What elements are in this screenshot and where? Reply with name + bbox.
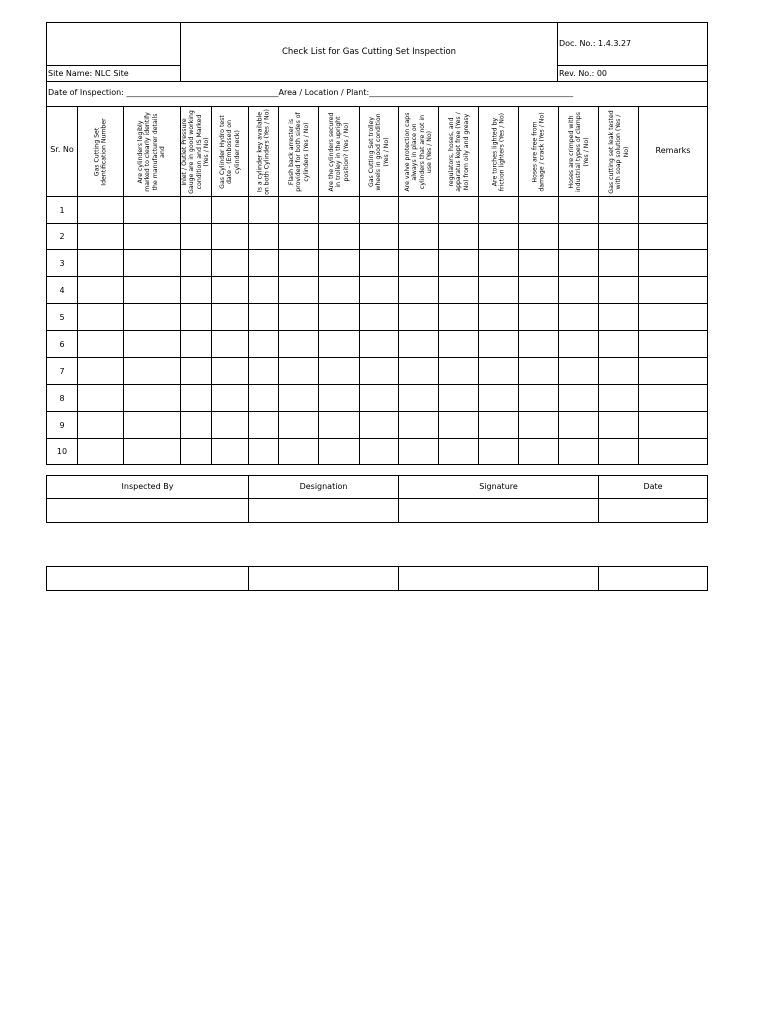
col-header-torches-lighted (479, 107, 518, 197)
col-header-text: Gas Cutting Set Identification Number (93, 118, 108, 186)
site-name: Site Name: NLC Site (48, 68, 129, 78)
row-line (46, 303, 708, 304)
col-header-valve-protection-caps (399, 107, 438, 197)
row-number: 10 (56, 447, 68, 456)
col-header-leak-tested (599, 107, 638, 197)
row-number: 5 (59, 313, 65, 322)
col-header-text: Inlet / Outlet Pressure Gauge are in good working condition and IS Marked (Yes / No) (181, 110, 211, 194)
row-number: 8 (59, 394, 65, 403)
col-header-text: Are cylinders legibly marked to clearly identify the manufacturer details and (137, 112, 167, 192)
col-header-text: Are the cylinders secured in trolley in the upright position? (Yes / No) (327, 112, 350, 192)
col-header-flash-back-arrester (279, 107, 318, 197)
row-number: 2 (59, 232, 65, 241)
date-label: Date (643, 482, 663, 491)
col-header-text: Flash back arrester is provided for both sides of cylinders (Yes / No) (287, 112, 310, 192)
col-header-gas-cutting-set-id (78, 107, 123, 197)
row-number: 1 (59, 206, 65, 215)
col-header-cylinders-secured (319, 107, 359, 197)
row-line (46, 438, 708, 439)
col-header-text: regulators, hoses, and apparatus kept free (Yes / No) from oily and greasy (447, 112, 470, 192)
col-header-hoses-crimped (559, 107, 598, 197)
row-line (46, 411, 708, 412)
row-line (46, 249, 708, 250)
col-header-text: Are valve protection caps always in place on cylinders that are not in use (Yes / No) (403, 112, 433, 192)
signoff-row-line (46, 498, 708, 499)
header-row-line-2 (46, 81, 708, 82)
blank-row-col-line (598, 566, 599, 591)
designation-label: Designation (299, 482, 348, 491)
col-header-text: Is a cylinder key available on both Cylinders (Yes / No) (256, 109, 271, 195)
row-number: 9 (59, 421, 65, 430)
row-line (46, 330, 708, 331)
blank-signoff-row (46, 566, 708, 591)
blank-row-col-line (248, 566, 249, 591)
col-header-text: Are torches lighted by friction lighters (Yes / No) (491, 112, 506, 192)
col-header-regulators-hoses (439, 107, 478, 197)
col-header-remarks: Remarks (655, 146, 691, 155)
col-header-text: Gas Cylinder Hydro test date - (Embossed on cylinder neck) (218, 115, 241, 189)
col-header-hoses-free-damage (519, 107, 558, 197)
col-header-pressure-gauge (181, 107, 211, 197)
col-header-trolley-wheels (360, 107, 398, 197)
blank-row-col-line (398, 566, 399, 591)
row-line (46, 223, 708, 224)
col-header-text: Hoses are free from damage / crack (Yes / No) (531, 112, 546, 192)
col-header-text: Gas cutting set leak tested with soap solution (Yes / No) (607, 110, 630, 194)
rev-number: Rev. No.: 00 (559, 68, 608, 78)
doc-number: Doc. No.: 1.4.3.27 (559, 39, 632, 48)
col-header-sr-no: Sr. No (50, 145, 74, 154)
col-header-text: Gas Cutting Set trolley wheels in good condition (Yes / No) (367, 113, 390, 191)
row-number: 7 (59, 367, 65, 376)
signature-label: Signature (479, 482, 518, 491)
col-header-text: Hoses are crimped with industrial types of clamps (Yes / No) (567, 112, 590, 192)
date-of-inspection-line: Date of Inspection: ______________________________________Area / Location / Plant:___________________________________________________ (48, 88, 574, 97)
row-line (46, 384, 708, 385)
row-line (46, 276, 708, 277)
col-header-hydro-test-date (212, 107, 248, 197)
row-line (46, 357, 708, 358)
page-title: Check List for Gas Cutting Set Inspection (281, 47, 457, 57)
row-number: 3 (59, 259, 65, 268)
col-header-cylinder-key (249, 107, 278, 197)
row-number: 4 (59, 286, 65, 295)
inspected-by-label: Inspected By (121, 482, 174, 491)
row-number: 6 (59, 340, 65, 349)
col-header-cylinders-marked (124, 107, 180, 197)
